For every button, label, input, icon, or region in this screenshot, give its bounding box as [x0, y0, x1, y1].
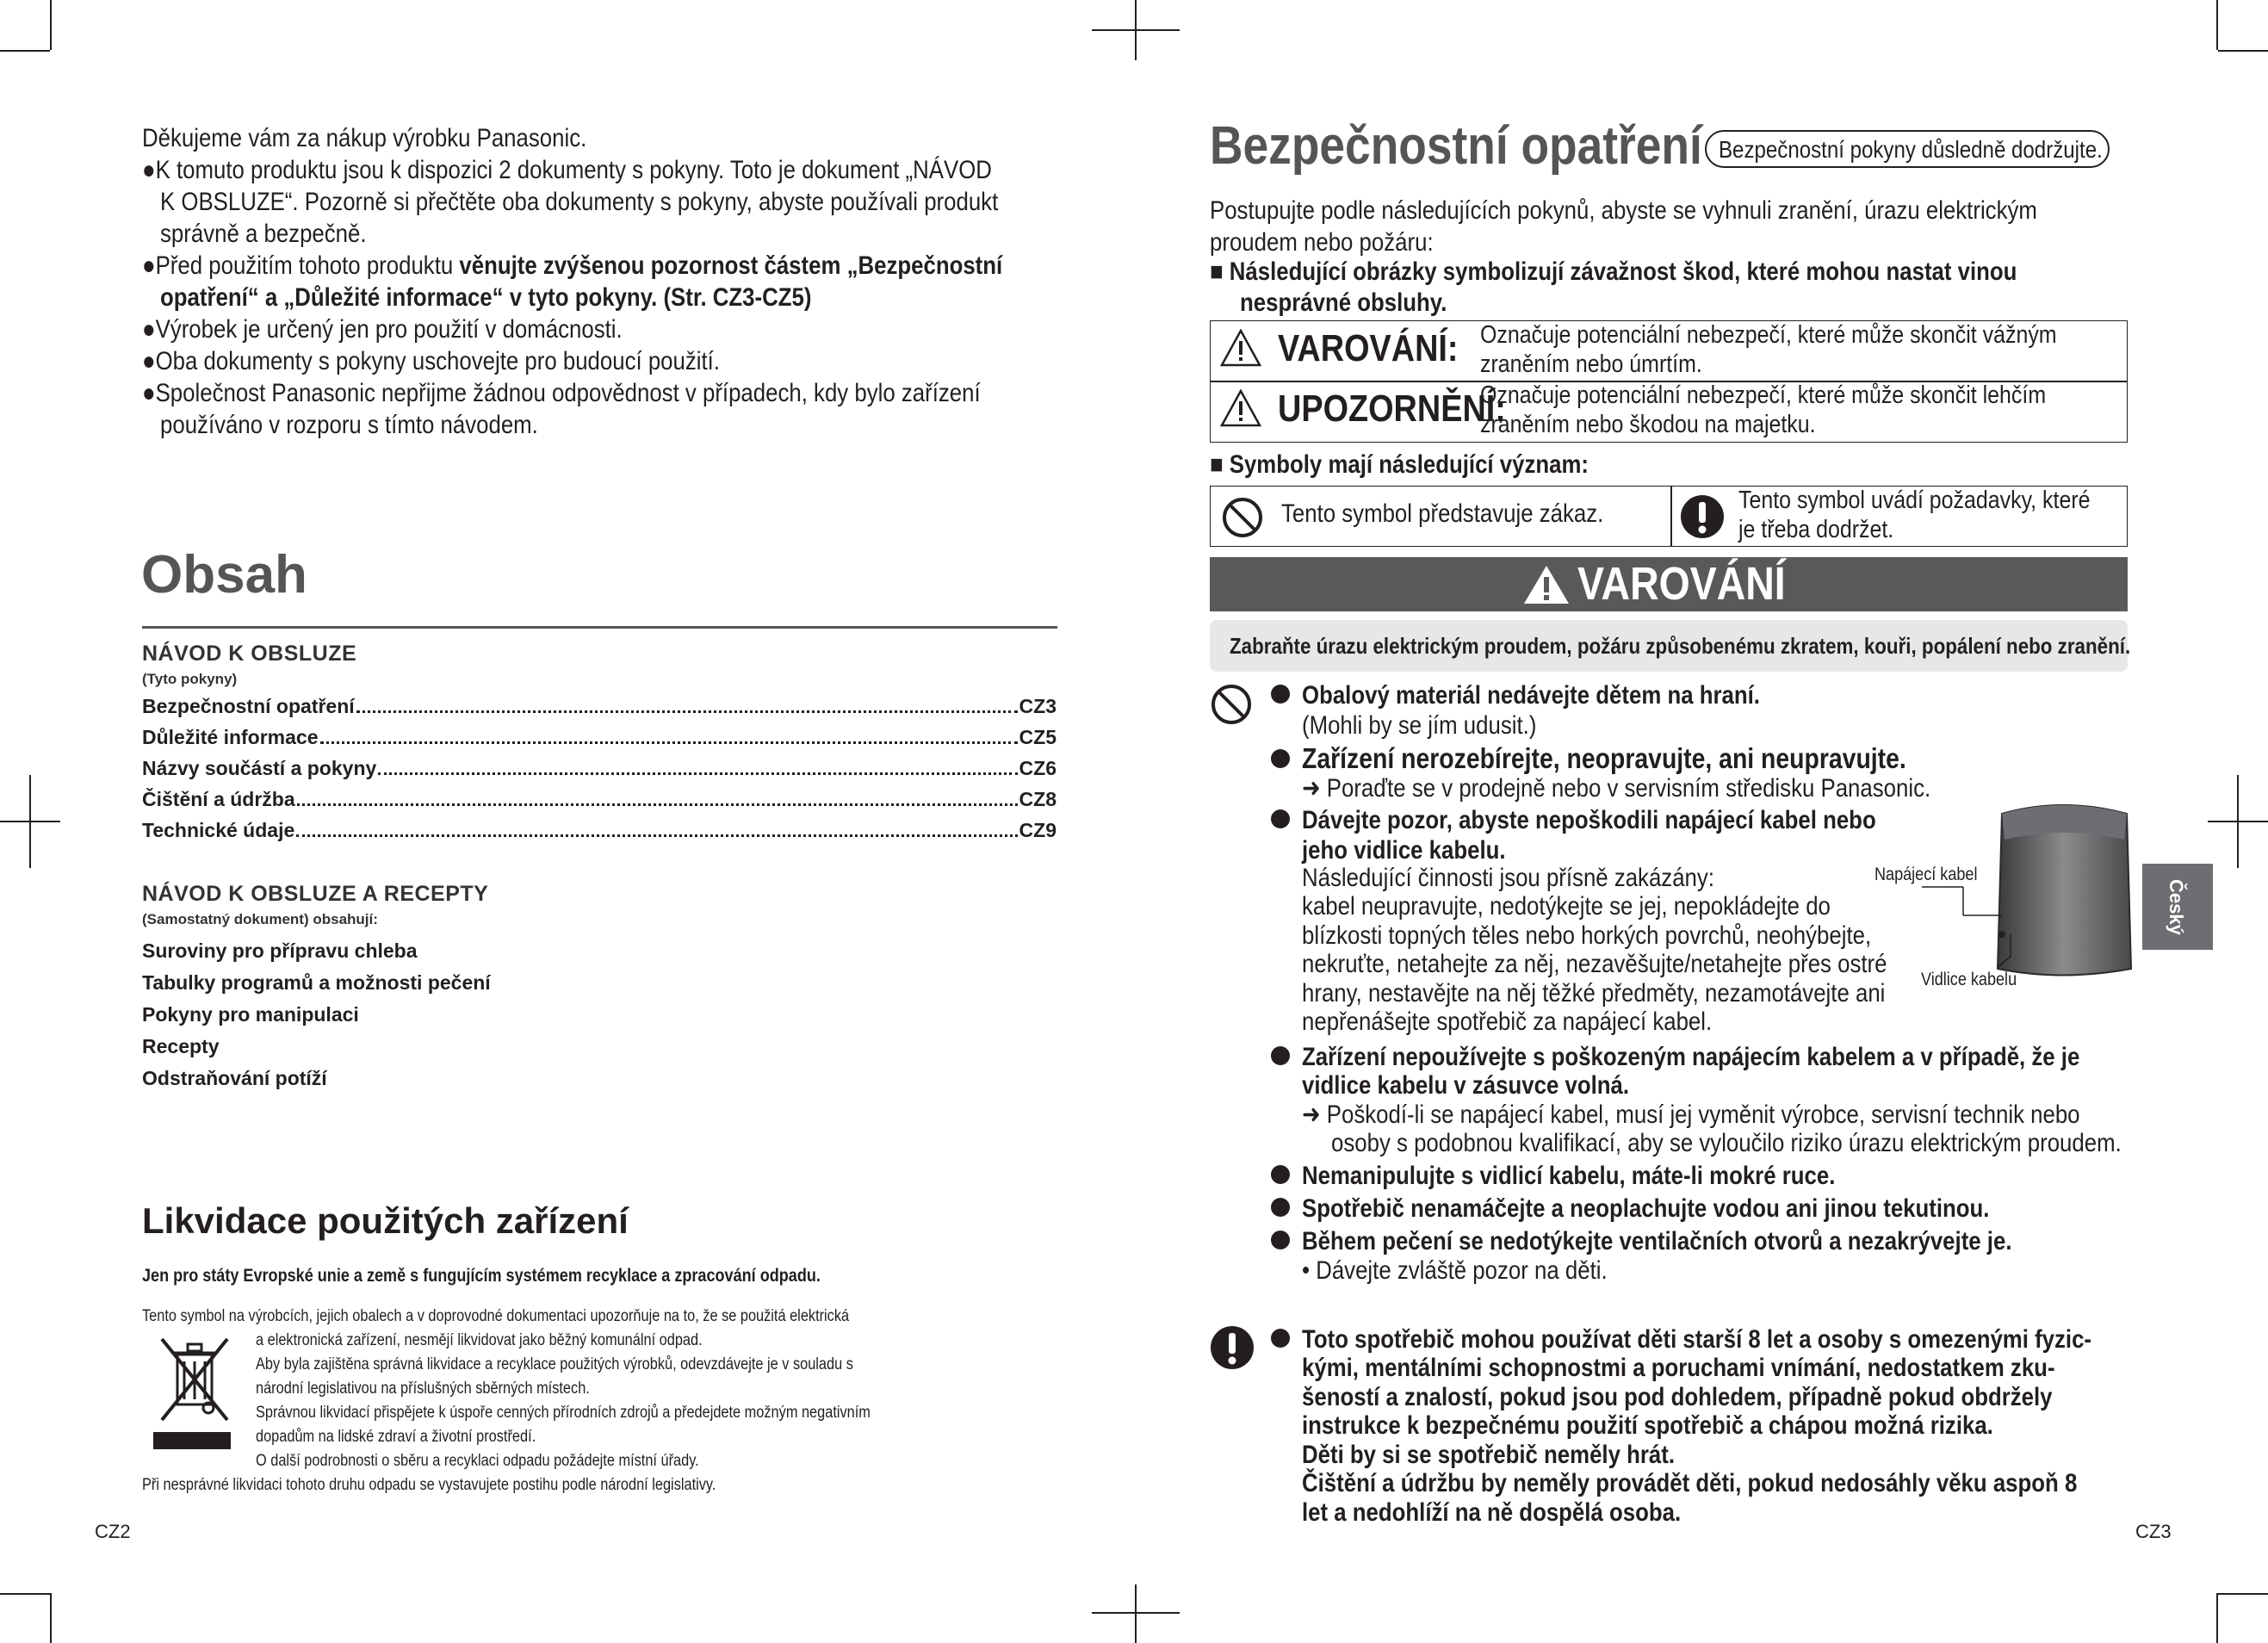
- language-tab[interactable]: [2142, 864, 2213, 950]
- warning-item-7-note: • Dávejte zvláště pozor na děti.: [1302, 1256, 1608, 1285]
- warning-item-4b: vidlice kabelu v zásuvce volná.: [1302, 1071, 1630, 1100]
- mandatory-item-line: šeností a znalostí, pokud jsou pod dohledem, případně pokud obdržely: [1302, 1383, 2053, 1411]
- disposal-line: národní legislativou na příslušných sběrných místech.: [256, 1380, 590, 1398]
- severity-heading-2: nesprávné obsluhy.: [1240, 288, 1447, 317]
- disposal-line: Tento symbol na výrobcích, jejich obalech a v doprovodné dokumentaci upozorňuje na to, že se použitá elektrická: [142, 1307, 850, 1325]
- toc-entry-label: Bezpečnostní opatření: [142, 695, 355, 717]
- warning-item-1: Obalový materiál nedávejte dětem na hraní.: [1302, 681, 1760, 710]
- manual-heading: NÁVOD K OBSLUZE: [142, 642, 357, 666]
- intro-bullet-1b: K OBSLUZE“. Pozorně si přečtěte oba dokumenty s pokyny, abyste používali produkt: [160, 188, 999, 216]
- warning-label: VAROVÁNÍ:: [1278, 327, 1459, 369]
- intro-bullet-1c: správně a bezpečně.: [160, 220, 367, 248]
- toc-entry-page: CZ3: [1019, 695, 1057, 717]
- warning-item-7: Během pečení se nedotýkejte ventilačních otvorů a nezakrývejte je.: [1302, 1227, 2012, 1256]
- contents-title: Obsah: [141, 545, 307, 604]
- intro-bullet-3: ●Výrobek je určený jen pro použití v domácnosti.: [142, 315, 623, 344]
- disposal-line: Správnou likvidací přispějete k úspoře cenných přírodních zdrojů a předejdete možným negativním: [256, 1404, 871, 1422]
- disposal-subtitle: Jen pro státy Evropské unie a země s fungujícím systémem recyklace a zpracování odpadu.: [142, 1266, 821, 1286]
- contents-rule: [142, 626, 1057, 629]
- toc-entry-page: CZ6: [1019, 757, 1057, 779]
- safety-badge: [1705, 130, 2110, 168]
- disposal-line: O další podrobnosti o sběru a recyklaci odpadu požádejte místní úřady.: [256, 1452, 699, 1470]
- intro-bullet-4: ●Oba dokumenty s pokyny uschovejte pro budoucí použití.: [142, 347, 721, 375]
- intro-bullet-2a: [142, 250, 1002, 282]
- warning-triangle-icon: [1220, 329, 1261, 367]
- recipes-item: Recepty: [142, 1035, 220, 1057]
- toc-entry-label: Čištění a údržba: [142, 788, 295, 810]
- page-number-left: CZ2: [95, 1521, 131, 1542]
- bullet-dot: [1271, 1231, 1290, 1249]
- toc-leader: [297, 803, 1018, 806]
- symbols-table-divider: [1670, 486, 1672, 547]
- recipes-item: Pokyny pro manipulaci: [142, 1003, 359, 1026]
- bread-maker-illustration: [1899, 797, 2140, 986]
- banner-subtitle: Zabraňte úrazu elektrickým proudem, požáru způsobenému zkratem, kouři, popálení nebo zranění.: [1230, 633, 2131, 659]
- warning-item-5: Nemanipulujte s vidlicí kabelu, máte-li mokré ruce.: [1302, 1162, 1836, 1190]
- mandatory-icon: [1679, 493, 1726, 540]
- mandatory-item-line: let a nedohlíží na ně dospělá osoba.: [1302, 1498, 1682, 1527]
- intro-bullet-5b: používáno v rozporu s tímto návodem.: [160, 411, 538, 439]
- safety-badge-text: Bezpečnostní pokyny důsledně dodržujte.: [1719, 136, 2103, 163]
- warning-item-6: Spotřebič nenamáčejte a neoplachujte vodou ani jinou tekutinou.: [1302, 1194, 1990, 1223]
- caution-desc-1: Označuje potenciální nebezpečí, které může skončit lehčím: [1480, 381, 2047, 409]
- disposal-title: Likvidace použitých zařízení: [142, 1200, 629, 1241]
- caution-triangle-icon: [1220, 389, 1261, 427]
- bullet-dot: [1271, 1046, 1290, 1065]
- toc-entry[interactable]: [142, 695, 1057, 726]
- severity-heading-1: ■ Následující obrázky symbolizují závažnost škod, které mohou nastat vinou: [1210, 257, 2017, 286]
- recipes-heading: NÁVOD K OBSLUZE A RECEPTY: [142, 882, 489, 906]
- prohibited-text: Tento symbol představuje zákaz.: [1281, 499, 1604, 528]
- bullet-dot: [1271, 809, 1290, 828]
- toc-entry[interactable]: [142, 819, 1057, 850]
- intro-bullet-2-plain: ●Před použitím tohoto produktu: [142, 251, 460, 280]
- intro-bullet-1a: ●K tomuto produktu jsou k dispozici 2 dokumenty s pokyny. Toto je dokument „NÁVOD: [142, 156, 992, 184]
- mandatory-item-line: Čištění a údržbu by neměly provádět děti, pokud nedosáhly věku aspoň 8: [1302, 1469, 2078, 1497]
- warning-item-1-note: (Mohli by se jím udusit.): [1302, 711, 1537, 740]
- intro-bullet-5a: ●Společnost Panasonic nepřijme žádnou odpovědnost v případech, kdy bylo zařízení: [142, 379, 981, 407]
- bullet-dot: [1271, 1165, 1290, 1184]
- symbols-heading: ■ Symboly mají následující význam:: [1210, 450, 1589, 479]
- thanks-line: Děkujeme vám za nákup výrobku Panasonic.: [142, 124, 587, 152]
- caution-label: UPOZORNĚNÍ:: [1278, 388, 1506, 430]
- mandatory-item-line: Toto spotřebič mohou používat děti starší 8 let a osoby s omezenými fyzic-: [1302, 1325, 2092, 1354]
- figure-label-cord: Napájecí kabel: [1875, 865, 1978, 884]
- mandatory-text-2: je třeba dodržet.: [1738, 516, 1894, 543]
- recipes-item: Tabulky programů a možnosti pečení: [142, 971, 491, 994]
- warning-item-3a: Dávejte pozor, abyste nepoškodili napájecí kabel nebo: [1302, 806, 1876, 834]
- warning-item-3-line: hrany, nestavějte na něj těžké předměty, nezamotávejte ani: [1302, 979, 1886, 1008]
- language-tab-label: Český: [2166, 879, 2187, 935]
- weee-bin-icon: [153, 1330, 234, 1451]
- toc-leader: [378, 772, 1017, 775]
- bullet-dot: [1271, 749, 1290, 768]
- warning-item-3-line: Následující činnosti jsou přísně zakázány:: [1302, 864, 1714, 892]
- warning-desc-2: zraněním nebo úmrtím.: [1480, 350, 1702, 378]
- recipes-item: Odstraňování potíží: [142, 1067, 327, 1089]
- warning-item-3-line: kabel neupravujte, nedotýkejte se jej, nepokládejte do: [1302, 892, 1831, 921]
- disposal-line: Aby byla zajištěna správná likvidace a recyklace použitých výrobků, odevzdávejte je v souladu s: [256, 1355, 853, 1373]
- warning-item-3-line: nekruťte, netahejte za něj, nezavěšujte/netahejte přes ostré: [1302, 950, 1887, 978]
- toc-entry-label: Důležité informace: [142, 726, 319, 748]
- bullet-dot: [1271, 1329, 1290, 1348]
- mandatory-icon: [1209, 1324, 1255, 1371]
- warning-item-3-line: blízkosti topných těles nebo horkých povrchů, neohýbejte,: [1302, 921, 1872, 950]
- warning-item-3b: jeho vidlice kabelu.: [1302, 836, 1506, 865]
- bullet-dot: [1271, 685, 1290, 704]
- intro-bullet-2-bold: věnujte zvýšenou pozornost částem „Bezpečnostní: [459, 251, 1003, 280]
- recipes-item: Suroviny pro přípravu chleba: [142, 939, 418, 962]
- prohibited-icon: [1210, 683, 1253, 726]
- toc-leader: [356, 710, 1018, 713]
- warning-desc-1: Označuje potenciální nebezpečí, které může skončit vážným: [1480, 321, 2057, 349]
- banner-title: VAROVÁNÍ: [1577, 558, 1786, 610]
- toc-entry-label: Názvy součástí a pokyny: [142, 757, 377, 779]
- manual-subheading: (Tyto pokyny): [142, 671, 238, 687]
- warning-item-4-note-1: ➜ Poškodí-li se napájecí kabel, musí jej vyměnit výrobce, servisní technik nebo: [1302, 1100, 2080, 1129]
- page-number-right: CZ3: [2135, 1521, 2172, 1542]
- banner-warning-icon: [1522, 564, 1571, 605]
- toc-leader: [296, 834, 1017, 837]
- warning-item-2-note: ➜ Poraďte se v prodejně nebo v servisním středisku Panasonic.: [1302, 774, 1931, 803]
- warning-item-4a: Zařízení nepoužívejte s poškozeným napájecím kabelem a v případě, že je: [1302, 1043, 2080, 1071]
- recipes-subheading: (Samostatný dokument) obsahují:: [142, 911, 378, 927]
- toc-entry[interactable]: [142, 726, 1057, 757]
- warning-item-3-line: nepřenášejte spotřebič za napájecí kabel.: [1302, 1008, 1713, 1036]
- toc-entry-page: CZ5: [1019, 726, 1057, 748]
- bullet-dot: [1271, 1198, 1290, 1217]
- toc-entry-page: CZ8: [1019, 788, 1057, 810]
- toc-entry[interactable]: [142, 788, 1057, 819]
- toc-entry-label: Technické údaje: [142, 819, 295, 841]
- mandatory-text-1: Tento symbol uvádí požadavky, které: [1738, 487, 2091, 514]
- disposal-line: a elektronická zařízení, nesmějí likvidovat jako běžný komunální odpad.: [256, 1331, 703, 1349]
- figure-label-plug: Vidlice kabelu: [1921, 970, 2017, 989]
- caution-desc-2: zraněním nebo škodou na majetku.: [1480, 411, 1816, 438]
- toc-entry[interactable]: [142, 757, 1057, 788]
- warning-item-4-note-2: osoby s podobnou kvalifikací, aby se vyloučilo riziko úrazu elektrickým proudem.: [1331, 1129, 2122, 1157]
- toc-entry-page: CZ9: [1019, 819, 1057, 841]
- disposal-line: dopadům na lidské zdraví a životní prostředí.: [256, 1428, 536, 1446]
- prohibited-icon: [1221, 496, 1264, 539]
- intro-bullet-2b: opatření“ a „Důležité informace“ v tyto pokyny. (Str. CZ3-CZ5): [160, 283, 812, 312]
- disposal-line: Při nesprávné likvidaci tohoto druhu odpadu se vystavujete postihu podle národní legislativy.: [142, 1476, 716, 1494]
- mandatory-item-line: kými, mentálními schopnostmi a poruchami vnímání, nedostatkem zku-: [1302, 1354, 2055, 1382]
- mandatory-item-line: instrukce k bezpečnému použití spotřebič a chápou možná rizika.: [1302, 1411, 1993, 1440]
- toc-leader: [320, 741, 1018, 744]
- safety-intro-1: Postupujte podle následujících pokynů, abyste se vyhnuli zranění, úrazu elektrickým: [1210, 196, 2037, 225]
- mandatory-item-line: Děti by si se spotřebič neměly hrát.: [1302, 1441, 1676, 1469]
- warning-item-2: Zařízení nerozebírejte, neopravujte, ani neupravujte.: [1302, 742, 1906, 774]
- safety-title: Bezpečnostní opatření: [1210, 116, 1702, 176]
- safety-intro-2: proudem nebo požáru:: [1210, 228, 1434, 257]
